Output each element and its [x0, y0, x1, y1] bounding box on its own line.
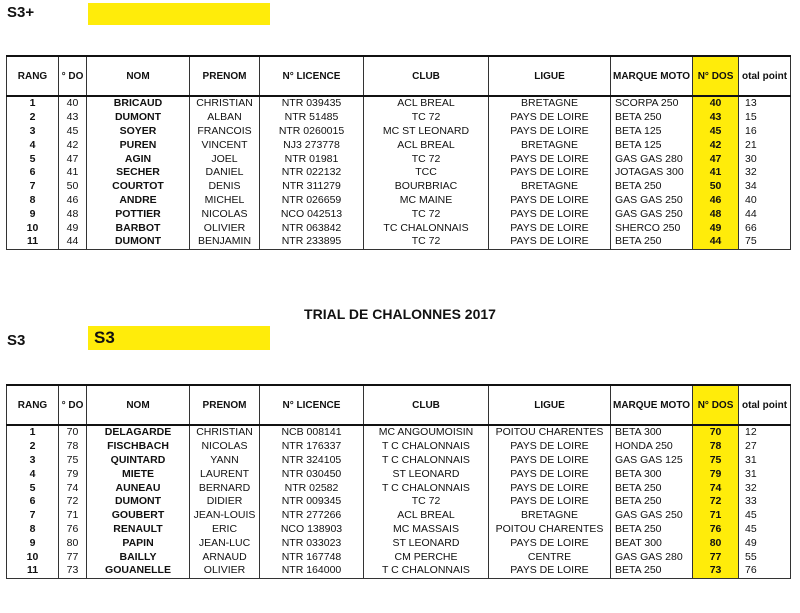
cell-points: 32 — [739, 481, 791, 495]
cell-dos2: 41 — [693, 166, 739, 180]
cell-club: ST LEONARD — [364, 467, 489, 481]
cell-marque: SHERCO 250 — [611, 221, 693, 235]
cell-club: MC ST LEONARD — [364, 125, 489, 139]
table-row — [7, 454, 791, 468]
cell-rank: 3 — [7, 454, 59, 468]
section1-highlight — [88, 3, 270, 25]
cell-marque: BETA 250 — [611, 481, 693, 495]
cell-dos2: 46 — [693, 194, 739, 208]
cell-dos: 79 — [59, 467, 87, 481]
cell-dos2: 70 — [693, 425, 739, 440]
cell-nom: DUMONT — [87, 235, 190, 249]
cell-dos: 80 — [59, 536, 87, 550]
cell-rank: 4 — [7, 138, 59, 152]
cell-marque: BEAT 300 — [611, 536, 693, 550]
cell-prenom: OLIVIER — [190, 221, 260, 235]
header-points: otal point — [739, 56, 791, 96]
cell-marque: BETA 250 — [611, 564, 693, 578]
cell-prenom: CHRISTIAN — [190, 425, 260, 440]
cell-nom: GOUANELLE — [87, 564, 190, 578]
cell-dos2: 80 — [693, 536, 739, 550]
cell-licence: NTR 02582 — [260, 481, 364, 495]
cell-club: TC CHALONNAIS — [364, 221, 489, 235]
cell-prenom: ARNAUD — [190, 550, 260, 564]
header-marque: MARQUE MOTO — [611, 56, 693, 96]
cell-points: 13 — [739, 96, 791, 111]
cell-rank: 7 — [7, 180, 59, 194]
cell-nom: FISCHBACH — [87, 440, 190, 454]
cell-ligue: CENTRE — [489, 550, 611, 564]
cell-rank: 7 — [7, 509, 59, 523]
cell-club: T C CHALONNAIS — [364, 454, 489, 468]
cell-rank: 1 — [7, 425, 59, 440]
cell-marque: GAS GAS 125 — [611, 454, 693, 468]
table-row — [7, 523, 791, 537]
cell-marque: GAS GAS 280 — [611, 152, 693, 166]
cell-marque: BETA 250 — [611, 180, 693, 194]
cell-ligue: PAYS DE LOIRE — [489, 221, 611, 235]
cell-ligue: BRETAGNE — [489, 96, 611, 111]
cell-dos: 41 — [59, 166, 87, 180]
cell-nom: PAPIN — [87, 536, 190, 550]
header-club: CLUB — [364, 385, 489, 425]
cell-nom: SOYER — [87, 125, 190, 139]
cell-licence: NTR 063842 — [260, 221, 364, 235]
cell-points: 21 — [739, 138, 791, 152]
table-row — [7, 194, 791, 208]
cell-prenom: DANIEL — [190, 166, 260, 180]
cell-licence: NTR 176337 — [260, 440, 364, 454]
cell-marque: BETA 300 — [611, 467, 693, 481]
cell-licence: NCO 138903 — [260, 523, 364, 537]
cell-prenom: JOEL — [190, 152, 260, 166]
cell-ligue: POITOU CHARENTES — [489, 425, 611, 440]
cell-dos2: 48 — [693, 207, 739, 221]
cell-rank: 9 — [7, 536, 59, 550]
table-row — [7, 564, 791, 578]
cell-prenom: DIDIER — [190, 495, 260, 509]
cell-prenom: NICOLAS — [190, 207, 260, 221]
cell-dos2: 79 — [693, 467, 739, 481]
cell-licence: NTR 311279 — [260, 180, 364, 194]
cell-ligue: PAYS DE LOIRE — [489, 111, 611, 125]
cell-points: 45 — [739, 523, 791, 537]
cell-nom: DUMONT — [87, 111, 190, 125]
cell-nom: BARBOT — [87, 221, 190, 235]
table-row — [7, 509, 791, 523]
cell-marque: GAS GAS 280 — [611, 550, 693, 564]
cell-ligue: PAYS DE LOIRE — [489, 235, 611, 249]
cell-dos: 75 — [59, 454, 87, 468]
cell-club: TC 72 — [364, 495, 489, 509]
cell-nom: BRICAUD — [87, 96, 190, 111]
cell-dos: 49 — [59, 221, 87, 235]
cell-prenom: NICOLAS — [190, 440, 260, 454]
cell-club: T C CHALONNAIS — [364, 440, 489, 454]
cell-points: 45 — [739, 509, 791, 523]
cell-ligue: PAYS DE LOIRE — [489, 536, 611, 550]
cell-licence: NTR 233895 — [260, 235, 364, 249]
cell-nom: MIETE — [87, 467, 190, 481]
header-nom: NOM — [87, 56, 190, 96]
cell-dos2: 74 — [693, 481, 739, 495]
cell-points: 16 — [739, 125, 791, 139]
cell-nom: PUREN — [87, 138, 190, 152]
cell-licence: NTR 030450 — [260, 467, 364, 481]
header-ligue: LIGUE — [489, 385, 611, 425]
section2-label: S3 — [7, 332, 26, 349]
cell-dos: 40 — [59, 96, 87, 111]
cell-prenom: DENIS — [190, 180, 260, 194]
section1-label: S3+ — [7, 4, 35, 21]
header-prenom: PRENOM — [190, 56, 260, 96]
cell-rank: 11 — [7, 564, 59, 578]
cell-nom: ANDRE — [87, 194, 190, 208]
cell-ligue: PAYS DE LOIRE — [489, 495, 611, 509]
cell-dos2: 73 — [693, 564, 739, 578]
cell-club: MC MASSAIS — [364, 523, 489, 537]
cell-ligue: PAYS DE LOIRE — [489, 454, 611, 468]
cell-points: 40 — [739, 194, 791, 208]
header-prenom: PRENOM — [190, 385, 260, 425]
header-dos: ° DO — [59, 385, 87, 425]
cell-club: TC 72 — [364, 235, 489, 249]
cell-dos2: 44 — [693, 235, 739, 249]
cell-nom: GOUBERT — [87, 509, 190, 523]
cell-nom: DUMONT — [87, 495, 190, 509]
cell-nom: AGIN — [87, 152, 190, 166]
section1-table — [6, 55, 791, 250]
table-row — [7, 235, 791, 249]
cell-prenom: JEAN-LUC — [190, 536, 260, 550]
cell-nom: AUNEAU — [87, 481, 190, 495]
cell-dos: 70 — [59, 425, 87, 440]
cell-licence: NTR 022132 — [260, 166, 364, 180]
cell-dos2: 43 — [693, 111, 739, 125]
cell-licence: NCB 008141 — [260, 425, 364, 440]
header-dos: ° DO — [59, 56, 87, 96]
cell-dos2: 71 — [693, 509, 739, 523]
cell-licence: NTR 026659 — [260, 194, 364, 208]
cell-club: TCC — [364, 166, 489, 180]
cell-club: BOURBRIAC — [364, 180, 489, 194]
cell-dos2: 72 — [693, 495, 739, 509]
cell-dos: 76 — [59, 523, 87, 537]
table-row — [7, 152, 791, 166]
cell-dos2: 47 — [693, 152, 739, 166]
cell-club: T C CHALONNAIS — [364, 564, 489, 578]
cell-rank: 10 — [7, 550, 59, 564]
cell-dos: 48 — [59, 207, 87, 221]
table-row — [7, 467, 791, 481]
cell-marque: BETA 250 — [611, 523, 693, 537]
cell-prenom: CHRISTIAN — [190, 96, 260, 111]
cell-club: CM PERCHE — [364, 550, 489, 564]
cell-marque: HONDA 250 — [611, 440, 693, 454]
table-row — [7, 96, 791, 111]
header-licence: N° LICENCE — [260, 56, 364, 96]
header-points: otal point — [739, 385, 791, 425]
cell-ligue: PAYS DE LOIRE — [489, 481, 611, 495]
cell-rank: 4 — [7, 467, 59, 481]
cell-marque: GAS GAS 250 — [611, 207, 693, 221]
cell-points: 49 — [739, 536, 791, 550]
cell-rank: 2 — [7, 111, 59, 125]
cell-nom: POTTIER — [87, 207, 190, 221]
cell-dos: 46 — [59, 194, 87, 208]
table-row — [7, 481, 791, 495]
cell-licence: NCO 042513 — [260, 207, 364, 221]
cell-points: 31 — [739, 454, 791, 468]
table-row — [7, 207, 791, 221]
cell-nom: SECHER — [87, 166, 190, 180]
cell-club: MC MAINE — [364, 194, 489, 208]
cell-ligue: BRETAGNE — [489, 180, 611, 194]
cell-ligue: PAYS DE LOIRE — [489, 194, 611, 208]
cell-dos: 43 — [59, 111, 87, 125]
cell-points: 34 — [739, 180, 791, 194]
cell-nom: COURTOT — [87, 180, 190, 194]
cell-marque: BETA 125 — [611, 125, 693, 139]
header-dos2: N° DOS — [693, 56, 739, 96]
cell-licence: NTR 009345 — [260, 495, 364, 509]
cell-marque: BETA 250 — [611, 235, 693, 249]
cell-ligue: BRETAGNE — [489, 509, 611, 523]
section2-highlight: S3 — [88, 326, 270, 350]
cell-dos: 50 — [59, 180, 87, 194]
cell-licence: NTR 277266 — [260, 509, 364, 523]
cell-club: TC 72 — [364, 111, 489, 125]
cell-licence: NTR 0260015 — [260, 125, 364, 139]
cell-points: 31 — [739, 467, 791, 481]
cell-rank: 1 — [7, 96, 59, 111]
cell-nom: RENAULT — [87, 523, 190, 537]
cell-ligue: PAYS DE LOIRE — [489, 166, 611, 180]
cell-prenom: JEAN-LOUIS — [190, 509, 260, 523]
cell-licence: NTR 167748 — [260, 550, 364, 564]
cell-ligue: PAYS DE LOIRE — [489, 152, 611, 166]
cell-ligue: BRETAGNE — [489, 138, 611, 152]
cell-dos2: 49 — [693, 221, 739, 235]
cell-ligue: PAYS DE LOIRE — [489, 467, 611, 481]
cell-nom: BAILLY — [87, 550, 190, 564]
table-row — [7, 180, 791, 194]
cell-marque: GAS GAS 250 — [611, 194, 693, 208]
cell-rank: 6 — [7, 166, 59, 180]
cell-points: 15 — [739, 111, 791, 125]
table-row — [7, 166, 791, 180]
cell-marque: BETA 300 — [611, 425, 693, 440]
header-ligue: LIGUE — [489, 56, 611, 96]
cell-ligue: POITOU CHARENTES — [489, 523, 611, 537]
cell-rank: 9 — [7, 207, 59, 221]
cell-dos2: 45 — [693, 125, 739, 139]
cell-dos: 77 — [59, 550, 87, 564]
cell-prenom: FRANCOIS — [190, 125, 260, 139]
cell-points: 32 — [739, 166, 791, 180]
table-row — [7, 221, 791, 235]
cell-dos2: 50 — [693, 180, 739, 194]
cell-prenom: LAURENT — [190, 467, 260, 481]
cell-dos: 72 — [59, 495, 87, 509]
cell-ligue: PAYS DE LOIRE — [489, 207, 611, 221]
cell-dos: 45 — [59, 125, 87, 139]
cell-marque: JOTAGAS 300 — [611, 166, 693, 180]
cell-licence: NTR 324105 — [260, 454, 364, 468]
cell-dos: 71 — [59, 509, 87, 523]
cell-marque: BETA 250 — [611, 111, 693, 125]
table-row — [7, 440, 791, 454]
cell-rank: 5 — [7, 152, 59, 166]
cell-licence: NTR 164000 — [260, 564, 364, 578]
table-row — [7, 550, 791, 564]
cell-points: 27 — [739, 440, 791, 454]
cell-points: 66 — [739, 221, 791, 235]
cell-nom: QUINTARD — [87, 454, 190, 468]
cell-ligue: PAYS DE LOIRE — [489, 564, 611, 578]
cell-ligue: PAYS DE LOIRE — [489, 125, 611, 139]
cell-rank: 10 — [7, 221, 59, 235]
cell-club: MC ANGOUMOISIN — [364, 425, 489, 440]
cell-rank: 11 — [7, 235, 59, 249]
cell-prenom: VINCENT — [190, 138, 260, 152]
header-nom: NOM — [87, 385, 190, 425]
cell-dos2: 42 — [693, 138, 739, 152]
cell-points: 30 — [739, 152, 791, 166]
cell-prenom: MICHEL — [190, 194, 260, 208]
cell-club: ST LEONARD — [364, 536, 489, 550]
cell-dos2: 75 — [693, 454, 739, 468]
cell-prenom: ALBAN — [190, 111, 260, 125]
cell-points: 75 — [739, 235, 791, 249]
cell-club: T C CHALONNAIS — [364, 481, 489, 495]
cell-prenom: OLIVIER — [190, 564, 260, 578]
header-dos2: N° DOS — [693, 385, 739, 425]
cell-rank: 8 — [7, 194, 59, 208]
cell-rank: 3 — [7, 125, 59, 139]
cell-rank: 6 — [7, 495, 59, 509]
table-row — [7, 111, 791, 125]
cell-club: ACL BREAL — [364, 509, 489, 523]
cell-licence: NTR 01981 — [260, 152, 364, 166]
cell-marque: GAS GAS 250 — [611, 509, 693, 523]
cell-licence: NTR 039435 — [260, 96, 364, 111]
table-row — [7, 425, 791, 440]
cell-dos: 74 — [59, 481, 87, 495]
section2-table — [6, 384, 791, 579]
cell-rank: 8 — [7, 523, 59, 537]
cell-dos: 78 — [59, 440, 87, 454]
cell-marque: BETA 250 — [611, 495, 693, 509]
cell-dos2: 77 — [693, 550, 739, 564]
cell-dos: 47 — [59, 152, 87, 166]
cell-nom: DELAGARDE — [87, 425, 190, 440]
cell-dos2: 78 — [693, 440, 739, 454]
header-club: CLUB — [364, 56, 489, 96]
cell-club: TC 72 — [364, 152, 489, 166]
cell-prenom: ERIC — [190, 523, 260, 537]
table-row — [7, 495, 791, 509]
cell-club: ACL BREAL — [364, 138, 489, 152]
cell-dos: 73 — [59, 564, 87, 578]
cell-points: 44 — [739, 207, 791, 221]
header-rank: RANG — [7, 56, 59, 96]
event-title: TRIAL DE CHALONNES 2017 — [304, 306, 496, 322]
cell-points: 55 — [739, 550, 791, 564]
cell-marque: SCORPA 250 — [611, 96, 693, 111]
cell-dos: 44 — [59, 235, 87, 249]
header-licence: N° LICENCE — [260, 385, 364, 425]
cell-ligue: PAYS DE LOIRE — [489, 440, 611, 454]
header-rank: RANG — [7, 385, 59, 425]
table-row — [7, 536, 791, 550]
cell-dos2: 76 — [693, 523, 739, 537]
cell-rank: 2 — [7, 440, 59, 454]
cell-club: ACL BREAL — [364, 96, 489, 111]
cell-points: 12 — [739, 425, 791, 440]
cell-points: 76 — [739, 564, 791, 578]
cell-rank: 5 — [7, 481, 59, 495]
table-row — [7, 125, 791, 139]
cell-prenom: BERNARD — [190, 481, 260, 495]
header-marque: MARQUE MOTO — [611, 385, 693, 425]
cell-club: TC 72 — [364, 207, 489, 221]
cell-prenom: BENJAMIN — [190, 235, 260, 249]
cell-dos: 42 — [59, 138, 87, 152]
cell-marque: BETA 125 — [611, 138, 693, 152]
cell-licence: NTR 51485 — [260, 111, 364, 125]
cell-licence: NTR 033023 — [260, 536, 364, 550]
cell-points: 33 — [739, 495, 791, 509]
table-row — [7, 138, 791, 152]
cell-dos2: 40 — [693, 96, 739, 111]
cell-prenom: YANN — [190, 454, 260, 468]
cell-licence: NJ3 273778 — [260, 138, 364, 152]
